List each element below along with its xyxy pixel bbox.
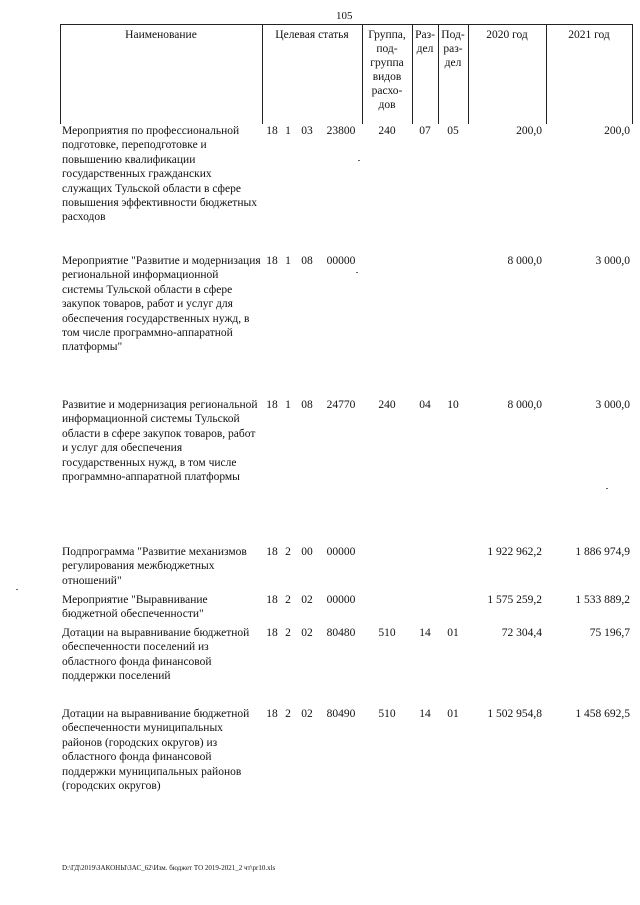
target-code-subprogram: 1 [285, 125, 291, 137]
expense-group: 240 [378, 125, 396, 137]
amount-2020: 1 502 954,8 [487, 708, 542, 720]
scan-speck [16, 589, 18, 590]
amount-2021: 200,0 [604, 125, 630, 137]
amount-2020: 8 000,0 [507, 255, 542, 267]
row-name: Дотации на выравнивание бюджетной обеспеченности муниципальных районов (городских округов) из областного фонда финансовой поддержки муниципальных районов (городских округов) [62, 708, 250, 793]
page-number: 105 [336, 10, 353, 22]
amount-2021: 1 886 974,9 [575, 546, 630, 558]
amount-2020: 72 304,4 [501, 627, 542, 639]
header-2021: 2021 год [568, 29, 610, 41]
target-code-direction: 80490 [326, 708, 356, 720]
expense-group: 240 [378, 399, 396, 411]
target-code-program: 18 [266, 627, 278, 639]
section-code: 14 [419, 708, 431, 720]
amount-2020: 1 922 962,2 [487, 546, 542, 558]
target-code-subprogram: 2 [285, 594, 291, 606]
header-2020: 2020 год [486, 29, 528, 41]
target-code-subprogram: 1 [285, 255, 291, 267]
target-code-event: 02 [301, 594, 313, 606]
target-code-direction: 24770 [326, 399, 356, 411]
amount-2020: 200,0 [516, 125, 542, 137]
header-name: Наименование [125, 29, 197, 41]
subsection-code: 05 [447, 125, 459, 137]
header-group [362, 28, 412, 112]
target-code-program: 18 [266, 125, 278, 137]
target-code-program: 18 [266, 399, 278, 411]
amount-2020: 8 000,0 [507, 399, 542, 411]
target-code-direction: 00000 [326, 546, 356, 558]
target-code-subprogram: 2 [285, 708, 291, 720]
target-code-direction: 23800 [326, 125, 356, 137]
target-code-program: 18 [266, 594, 278, 606]
header-line: дел [416, 43, 434, 55]
target-code-event: 00 [301, 546, 313, 558]
row-name: Развитие и модернизация региональной информационной системы Тульской области в сфере закупок товаров, работ и услуг для обеспечения государственных нужд, в том числе программно-аппаратной платформы [62, 399, 258, 484]
target-code-program: 18 [266, 546, 278, 558]
amount-2021: 3 000,0 [595, 255, 630, 267]
target-code-program: 18 [266, 708, 278, 720]
target-code-subprogram: 2 [285, 546, 291, 558]
amount-2021: 1 458 692,5 [575, 708, 630, 720]
row-name: Мероприятия по профессиональной подготовке, переподготовке и повышению квалификации государственных гражданских служащих Тульской области в сфере повышения эффективности бюджетных расходов [62, 125, 257, 224]
target-code-event: 02 [301, 627, 313, 639]
subsection-code: 01 [447, 627, 459, 639]
row-name: Мероприятие "Выравнивание бюджетной обеспеченности" [62, 594, 208, 621]
row-name: Подпрограмма "Развитие механизмов регулирования межбюджетных отношений" [62, 546, 247, 587]
header-line: расхо- [371, 85, 403, 97]
section-code: 14 [419, 627, 431, 639]
row-name: Мероприятие "Развитие и модернизация региональной информационной системы Тульской области в сфере закупок товаров, работ и услуг для обеспечения государственных нужд, в том числе программно-аппаратной платформы" [62, 255, 261, 354]
header-section [412, 28, 438, 56]
footer-file-path: D:\ГД\2019\ЗАКОНЫ\ЗАС_62\Изм. бюджет ТО 2019-2021_2 чт\pr10.xls [62, 864, 276, 872]
section-code: 04 [419, 399, 431, 411]
header-divider [632, 24, 633, 124]
section-code: 07 [419, 125, 431, 137]
amount-2021: 1 533 889,2 [575, 594, 630, 606]
subsection-code: 01 [447, 708, 459, 720]
target-code-subprogram: 2 [285, 627, 291, 639]
amount-2020: 1 575 259,2 [487, 594, 542, 606]
subsection-code: 10 [447, 399, 459, 411]
header-line: группа [370, 57, 404, 69]
header-line: Группа, [368, 29, 406, 41]
target-code-subprogram: 1 [285, 399, 291, 411]
header-line: дел [444, 57, 462, 69]
scan-speck [356, 272, 358, 273]
expense-group: 510 [378, 627, 396, 639]
header-target-article: Целевая статья [275, 29, 349, 41]
amount-2021: 3 000,0 [595, 399, 630, 411]
header-line: дов [378, 99, 396, 111]
target-code-event: 02 [301, 708, 313, 720]
header-subsection [438, 28, 468, 70]
header-line: раз- [443, 43, 463, 55]
header-line: видов [372, 71, 402, 83]
target-code-direction: 80480 [326, 627, 356, 639]
header-line: под- [376, 43, 398, 55]
target-code-direction: 00000 [326, 255, 356, 267]
scan-speck [358, 160, 360, 161]
header-line: Раз- [415, 29, 435, 41]
target-code-direction: 00000 [326, 594, 356, 606]
target-code-event: 08 [301, 255, 313, 267]
expense-group: 510 [378, 708, 396, 720]
target-code-program: 18 [266, 255, 278, 267]
amount-2021: 75 196,7 [589, 627, 630, 639]
target-code-event: 03 [301, 125, 313, 137]
scan-speck [606, 488, 608, 489]
target-code-event: 08 [301, 399, 313, 411]
header-line: Под- [441, 29, 465, 41]
row-name: Дотации на выравнивание бюджетной обеспеченности поселений из областного фонда финансовой поддержки поселений [62, 627, 250, 683]
